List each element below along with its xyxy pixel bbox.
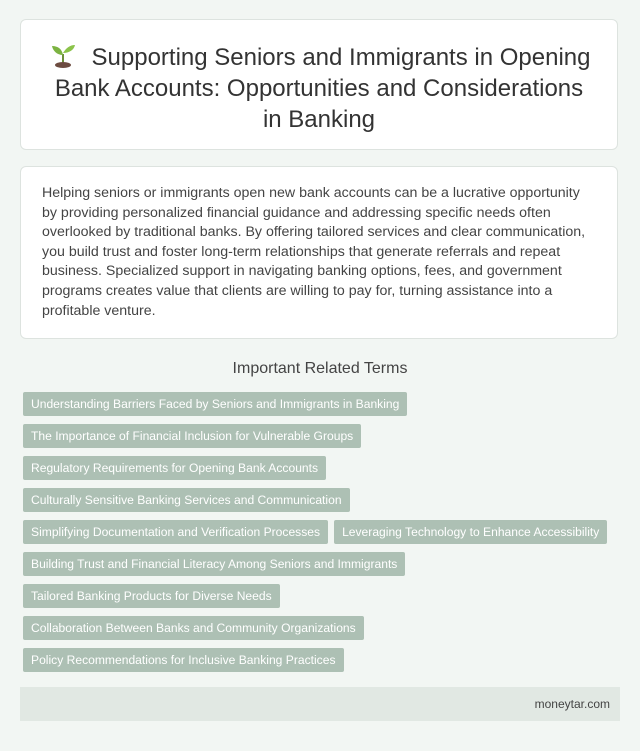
- related-term-tag[interactable]: Regulatory Requirements for Opening Bank Accounts: [23, 456, 326, 480]
- footer-site-link[interactable]: moneytar.com: [534, 697, 610, 711]
- page-title-text: Supporting Seniors and Immigrants in Opening Bank Accounts: Opportunities and Considerations in Banking: [54, 44, 591, 133]
- related-term-tag[interactable]: Policy Recommendations for Inclusive Banking Practices: [23, 648, 344, 672]
- page-title: [45, 42, 593, 135]
- related-term-tag[interactable]: The Importance of Financial Inclusion for Vulnerable Groups: [23, 424, 361, 448]
- related-term-tag[interactable]: Collaboration Between Banks and Community Organizations: [23, 616, 364, 640]
- related-term-tag[interactable]: Culturally Sensitive Banking Services and Communication: [23, 488, 350, 512]
- sprout-icon: [48, 42, 78, 68]
- related-term-tag[interactable]: Leveraging Technology to Enhance Accessibility: [334, 520, 607, 544]
- footer: [20, 687, 620, 721]
- related-term-tag[interactable]: Simplifying Documentation and Verification Processes: [23, 520, 328, 544]
- related-terms-heading: Important Related Terms: [232, 360, 408, 377]
- intro-paragraph: Helping seniors or immigrants open new bank accounts can be a lucrative opportunity by providing personalized financial guidance and addressing specific needs often overlooked by traditional banks. By offering tailored services and clear communication, you build trust and foster long-term relationships that generate referrals and repeat business. Specialized support in navigating banking options, fees, and government programs creates value that clients are willing to pay for, turning assistance into a profitable venture.: [42, 185, 586, 319]
- intro-card: [20, 166, 618, 339]
- related-term-tag[interactable]: Tailored Banking Products for Diverse Needs: [23, 584, 280, 608]
- related-term-tag[interactable]: Building Trust and Financial Literacy Among Seniors and Immigrants: [23, 552, 405, 576]
- title-card: [20, 19, 618, 150]
- related-terms-list: [23, 392, 623, 672]
- related-term-tag[interactable]: Understanding Barriers Faced by Seniors and Immigrants in Banking: [23, 392, 407, 416]
